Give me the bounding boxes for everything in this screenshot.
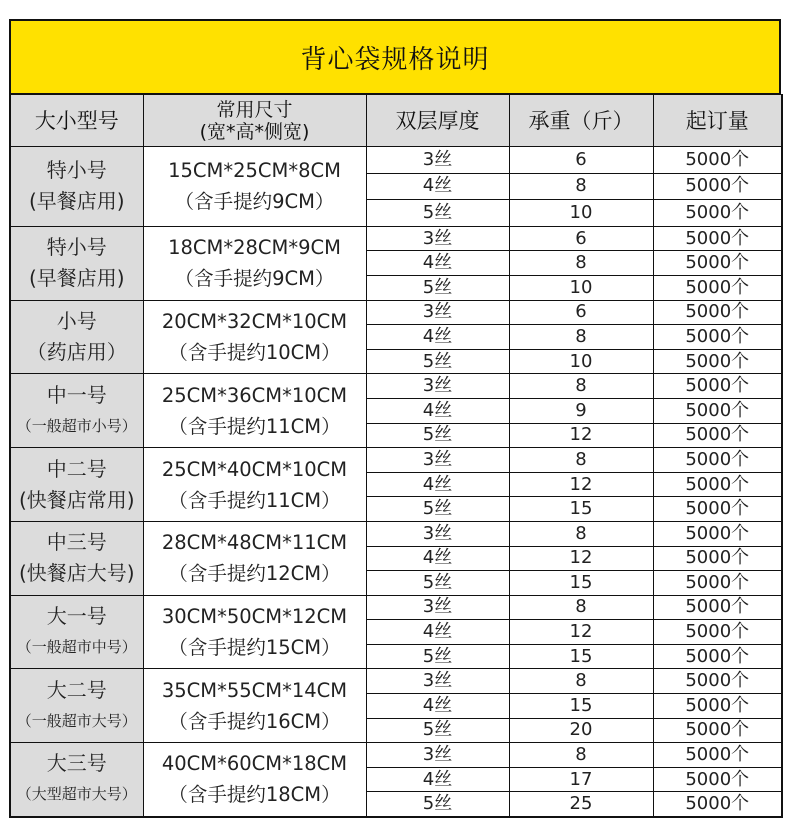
load-cell: 12 — [509, 546, 653, 571]
type-cell — [10, 226, 143, 300]
thickness-cell: 3丝 — [366, 595, 509, 620]
size-dimensions: 40CM*60CM*18CM — [161, 752, 348, 776]
thickness-cell: 5丝 — [366, 497, 509, 522]
thickness-cell: 3丝 — [366, 374, 509, 399]
thickness-cell: 5丝 — [366, 718, 509, 743]
moq-cell: 5000个 — [653, 743, 782, 768]
thickness-cell: 3丝 — [366, 448, 509, 473]
load-cell: 10 — [509, 349, 653, 374]
spec-table — [9, 94, 783, 818]
thickness-cell: 4丝 — [366, 620, 509, 645]
moq-cell: 5000个 — [653, 546, 782, 571]
moq-cell: 5000个 — [653, 792, 782, 817]
moq-cell: 5000个 — [653, 398, 782, 423]
thickness-cell: 3丝 — [366, 521, 509, 546]
size-dimensions: 30CM*50CM*12CM — [161, 605, 348, 629]
size-dimensions: 25CM*40CM*10CM — [161, 457, 348, 481]
size-handle: （含手提约18CM） — [168, 783, 341, 807]
load-cell: 8 — [509, 374, 653, 399]
load-cell: 15 — [509, 497, 653, 522]
load-cell: 8 — [509, 448, 653, 473]
moq-cell: 5000个 — [653, 521, 782, 546]
thickness-cell: 4丝 — [366, 767, 509, 792]
type-cell — [10, 448, 143, 522]
type-name: 中三号 — [46, 530, 107, 555]
size-cell — [143, 300, 366, 374]
thickness-cell: 3丝 — [366, 147, 509, 174]
moq-cell: 5000个 — [653, 472, 782, 497]
moq-cell: 5000个 — [653, 620, 782, 645]
load-cell: 8 — [509, 521, 653, 546]
table-row — [10, 147, 782, 174]
type-use: (快餐店大号) — [18, 561, 135, 586]
moq-cell: 5000个 — [653, 669, 782, 694]
thickness-cell: 5丝 — [366, 644, 509, 669]
type-use: （一般超市小号） — [16, 416, 137, 435]
type-use: (快餐店常用) — [18, 487, 135, 512]
type-use: （大型超市大号） — [16, 785, 137, 804]
thickness-cell: 4丝 — [366, 398, 509, 423]
size-dimensions: 28CM*48CM*11CM — [161, 531, 348, 555]
thickness-cell: 3丝 — [366, 743, 509, 768]
type-use: （一般超市大号） — [16, 711, 137, 730]
load-cell: 15 — [509, 644, 653, 669]
table-row — [10, 743, 782, 768]
moq-cell: 5000个 — [653, 226, 782, 251]
moq-cell: 5000个 — [653, 325, 782, 350]
moq-cell: 5000个 — [653, 423, 782, 448]
moq-cell: 5000个 — [653, 147, 782, 174]
moq-cell: 5000个 — [653, 497, 782, 522]
header-load: 承重（斤） — [509, 95, 653, 147]
type-name: 大一号 — [46, 604, 107, 629]
thickness-cell: 5丝 — [366, 275, 509, 300]
header-size-line2: (宽*高*侧宽) — [199, 120, 310, 143]
thickness-cell: 3丝 — [366, 226, 509, 251]
table-row — [10, 300, 782, 325]
table-row — [10, 448, 782, 473]
load-cell: 6 — [509, 226, 653, 251]
header-thickness: 双层厚度 — [366, 95, 509, 147]
size-cell — [143, 595, 366, 669]
thickness-cell: 5丝 — [366, 200, 509, 227]
load-cell: 6 — [509, 300, 653, 325]
load-cell: 20 — [509, 718, 653, 743]
moq-cell: 5000个 — [653, 571, 782, 596]
size-handle: （含手提约16CM） — [168, 709, 341, 733]
moq-cell: 5000个 — [653, 595, 782, 620]
size-cell — [143, 226, 366, 300]
type-cell — [10, 595, 143, 669]
load-cell: 6 — [509, 147, 653, 174]
thickness-cell: 5丝 — [366, 423, 509, 448]
size-handle: （含手提约9CM） — [174, 190, 335, 214]
load-cell: 8 — [509, 173, 653, 200]
load-cell: 10 — [509, 200, 653, 227]
type-name: 特小号 — [46, 158, 107, 183]
table-row — [10, 521, 782, 546]
size-cell — [143, 743, 366, 817]
header-size — [143, 95, 366, 147]
load-cell: 15 — [509, 571, 653, 596]
thickness-cell: 5丝 — [366, 349, 509, 374]
size-dimensions: 35CM*55CM*14CM — [161, 678, 348, 702]
load-cell: 12 — [509, 423, 653, 448]
type-name: 大三号 — [46, 751, 107, 776]
size-handle: （含手提约10CM） — [168, 340, 341, 364]
type-cell — [10, 300, 143, 374]
type-use: （药店用） — [26, 339, 127, 364]
table-row — [10, 595, 782, 620]
spec-sheet — [9, 19, 781, 818]
load-cell: 9 — [509, 398, 653, 423]
moq-cell: 5000个 — [653, 644, 782, 669]
moq-cell: 5000个 — [653, 275, 782, 300]
load-cell: 12 — [509, 620, 653, 645]
type-use: (早餐店用) — [28, 266, 125, 291]
type-use: （一般超市中号） — [16, 638, 137, 657]
thickness-cell: 3丝 — [366, 669, 509, 694]
type-name: 中二号 — [46, 456, 107, 481]
size-handle: （含手提约9CM） — [174, 267, 335, 291]
moq-cell: 5000个 — [653, 718, 782, 743]
moq-cell: 5000个 — [653, 173, 782, 200]
table-row — [10, 226, 782, 251]
load-cell: 15 — [509, 694, 653, 719]
type-cell — [10, 374, 143, 448]
moq-cell: 5000个 — [653, 767, 782, 792]
type-cell — [10, 669, 143, 743]
load-cell: 8 — [509, 743, 653, 768]
size-cell — [143, 448, 366, 522]
table-row — [10, 669, 782, 694]
moq-cell: 5000个 — [653, 300, 782, 325]
size-cell — [143, 669, 366, 743]
thickness-cell: 4丝 — [366, 173, 509, 200]
moq-cell: 5000个 — [653, 200, 782, 227]
thickness-cell: 4丝 — [366, 251, 509, 276]
load-cell: 25 — [509, 792, 653, 817]
moq-cell: 5000个 — [653, 349, 782, 374]
thickness-cell: 5丝 — [366, 571, 509, 596]
moq-cell: 5000个 — [653, 448, 782, 473]
thickness-cell: 3丝 — [366, 300, 509, 325]
thickness-cell: 4丝 — [366, 694, 509, 719]
load-cell: 17 — [509, 767, 653, 792]
table-row — [10, 374, 782, 399]
thickness-cell: 5丝 — [366, 792, 509, 817]
header-type: 大小型号 — [10, 95, 143, 147]
type-cell — [10, 147, 143, 227]
size-dimensions: 25CM*36CM*10CM — [161, 383, 348, 407]
load-cell: 8 — [509, 325, 653, 350]
moq-cell: 5000个 — [653, 251, 782, 276]
moq-cell: 5000个 — [653, 694, 782, 719]
header-size-line1: 常用尺寸 — [216, 98, 293, 121]
type-name: 中一号 — [46, 382, 107, 407]
size-handle: （含手提约12CM） — [168, 562, 341, 586]
load-cell: 12 — [509, 472, 653, 497]
size-cell — [143, 374, 366, 448]
thickness-cell: 4丝 — [366, 472, 509, 497]
page-title: 背心袋规格说明 — [9, 19, 781, 94]
load-cell: 8 — [509, 669, 653, 694]
thickness-cell: 4丝 — [366, 325, 509, 350]
size-cell — [143, 147, 366, 227]
type-use: (早餐店用) — [28, 189, 125, 214]
size-dimensions: 18CM*28CM*9CM — [168, 236, 341, 260]
type-cell — [10, 521, 143, 595]
size-handle: （含手提约15CM） — [168, 636, 341, 660]
size-cell — [143, 521, 366, 595]
type-cell — [10, 743, 143, 817]
load-cell: 8 — [509, 251, 653, 276]
header-moq: 起订量 — [653, 95, 782, 147]
thickness-cell: 4丝 — [366, 546, 509, 571]
type-name: 小号 — [56, 308, 97, 333]
type-name: 特小号 — [46, 235, 107, 260]
size-dimensions: 20CM*32CM*10CM — [161, 309, 348, 333]
size-dimensions: 15CM*25CM*8CM — [168, 159, 341, 183]
load-cell: 10 — [509, 275, 653, 300]
header-row — [10, 95, 782, 147]
load-cell: 8 — [509, 595, 653, 620]
moq-cell: 5000个 — [653, 374, 782, 399]
type-name: 大二号 — [46, 677, 107, 702]
size-handle: （含手提约11CM） — [168, 488, 341, 512]
size-handle: （含手提约11CM） — [168, 414, 341, 438]
